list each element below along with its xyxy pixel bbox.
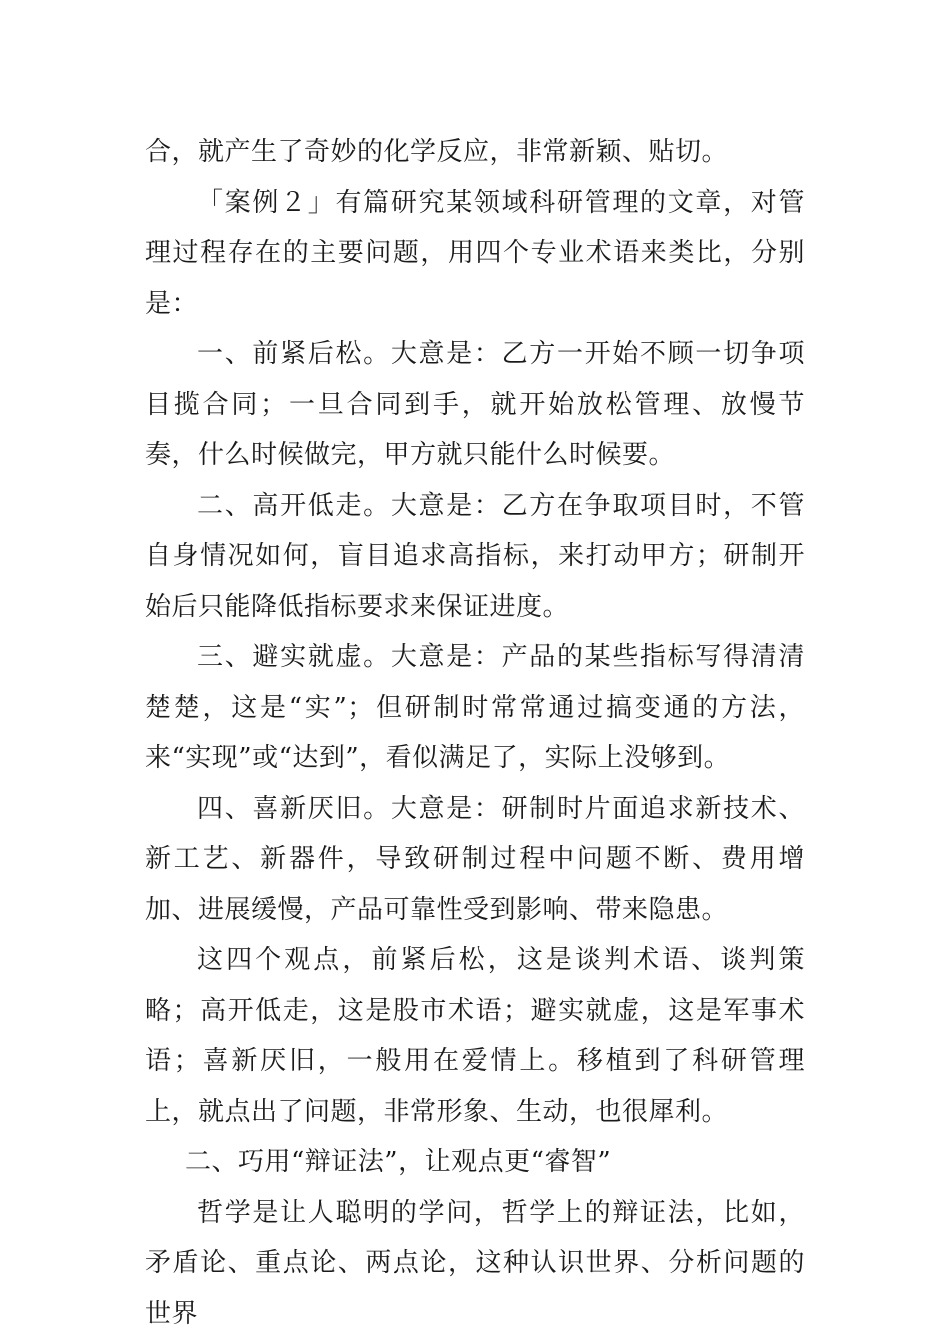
- document-body: [145, 127, 805, 1339]
- paragraph-point-2: 二、高开低走。大意是：乙方在争取项目时，不管自身情况如何，盲目追求高指标，来打动甲方；研制开始后只能降低指标要求来保证进度。: [145, 490, 805, 622]
- paragraph-dialectics: 哲学是让人聪明的学问，哲学上的辩证法，比如，矛盾论、重点论、两点论，这种认识世界、分析问题的世界: [145, 1197, 805, 1329]
- paragraph-summary: 这四个观点，前紧后松，这是谈判术语、谈判策略；高开低走，这是股市术语；避实就虚，这是军事术语；喜新厌旧，一般用在爱情上。移植到了科研管理上，就点出了问题，非常形象、生动，也很犀利。: [145, 945, 805, 1127]
- paragraph-case-2-intro: 「案例２」有篇研究某领域科研管理的文章，对管理过程存在的主要问题，用四个专业术语来类比，分别是：: [145, 187, 805, 319]
- paragraph-point-3: 三、避实就虚。大意是：产品的某些指标写得清清楚楚，这是“实”；但研制时常常通过搞变通的方法，来“实现”或“达到”，看似满足了，实际上没够到。: [145, 642, 805, 773]
- section-heading: 二、巧用“辩证法”，让观点更“睿智”: [185, 1147, 612, 1177]
- paragraph-point-4: 四、喜新厌旧。大意是：研制时片面追求新技术、新工艺、新器件，导致研制过程中问题不断、费用增加、进展缓慢，产品可靠性受到影响、带来隐患。: [145, 793, 805, 925]
- paragraph-point-1: 一、前紧后松。大意是：乙方一开始不顾一切争项目揽合同；一旦合同到手，就开始放松管理、放慢节奏，什么时候做完，甲方就只能什么时候要。: [145, 339, 805, 470]
- paragraph-continuation: 合，就产生了奇妙的化学反应，非常新颖、贴切。: [145, 137, 729, 167]
